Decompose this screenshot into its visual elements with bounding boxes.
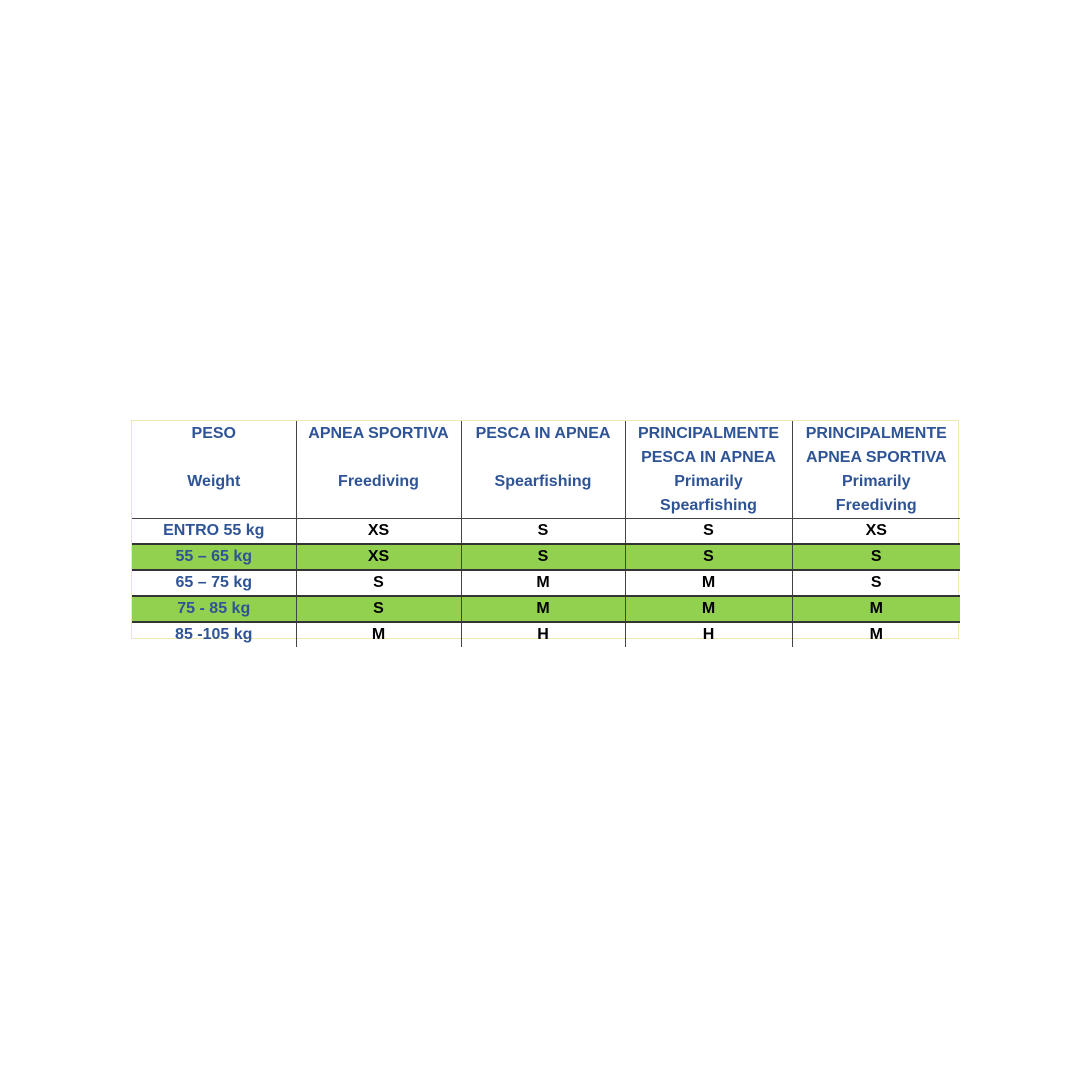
size-cell: S: [296, 596, 461, 622]
header-row: [132, 421, 960, 519]
header-label-it: PRINCIPALMENTE: [637, 425, 780, 442]
size-cell: XS: [296, 544, 461, 570]
header-principalmente-pesca: [625, 421, 792, 519]
size-cell: S: [792, 570, 960, 596]
size-cell: M: [625, 596, 792, 622]
header-label-it: PESCA IN APNEA: [641, 449, 776, 466]
size-cell: S: [625, 519, 792, 545]
header-label-en: Weight: [187, 473, 241, 490]
size-cell: S: [296, 570, 461, 596]
weight-cell: ENTRO 55 kg: [132, 519, 296, 545]
header-label-en: Spearfishing: [660, 497, 757, 514]
weight-cell: 65 – 75 kg: [132, 570, 296, 596]
size-cell: S: [461, 519, 625, 545]
size-cell: S: [461, 544, 625, 570]
size-cell: XS: [792, 519, 960, 545]
table-row: [132, 519, 960, 545]
weight-cell: 85 -105 kg: [132, 622, 296, 647]
size-table: [132, 421, 960, 647]
header-label-en: Primarily: [674, 473, 743, 490]
weight-cell: 75 - 85 kg: [132, 596, 296, 622]
size-cell: M: [296, 622, 461, 647]
header-peso: [132, 421, 296, 519]
size-cell: M: [792, 622, 960, 647]
header-label-it: PESO: [191, 425, 236, 442]
header-label-it: APNEA SPORTIVA: [806, 449, 947, 466]
header-label-en: Spearfishing: [494, 473, 592, 490]
table-row: [132, 544, 960, 570]
header-label-en: Primarily: [842, 473, 911, 490]
header-label-it: APNEA SPORTIVA: [308, 425, 449, 442]
size-cell: M: [461, 596, 625, 622]
table-row: [132, 570, 960, 596]
size-cell: H: [625, 622, 792, 647]
weight-cell: 55 – 65 kg: [132, 544, 296, 570]
size-cell: XS: [296, 519, 461, 545]
table-row: [132, 596, 960, 622]
header-pesca-in-apnea: [461, 421, 625, 519]
header-label-en: Freediving: [338, 473, 419, 490]
header-label-en: Freediving: [835, 497, 917, 514]
size-cell: M: [625, 570, 792, 596]
size-cell: S: [792, 544, 960, 570]
size-cell: H: [461, 622, 625, 647]
header-label-it: PESCA IN APNEA: [475, 425, 611, 442]
table-row: [132, 622, 960, 647]
header-apnea-sportiva: [296, 421, 461, 519]
size-cell: S: [625, 544, 792, 570]
header-principalmente-apnea: [792, 421, 960, 519]
size-chart: [131, 420, 959, 643]
size-cell: M: [792, 596, 960, 622]
header-label-it: PRINCIPALMENTE: [805, 425, 947, 442]
size-cell: M: [461, 570, 625, 596]
